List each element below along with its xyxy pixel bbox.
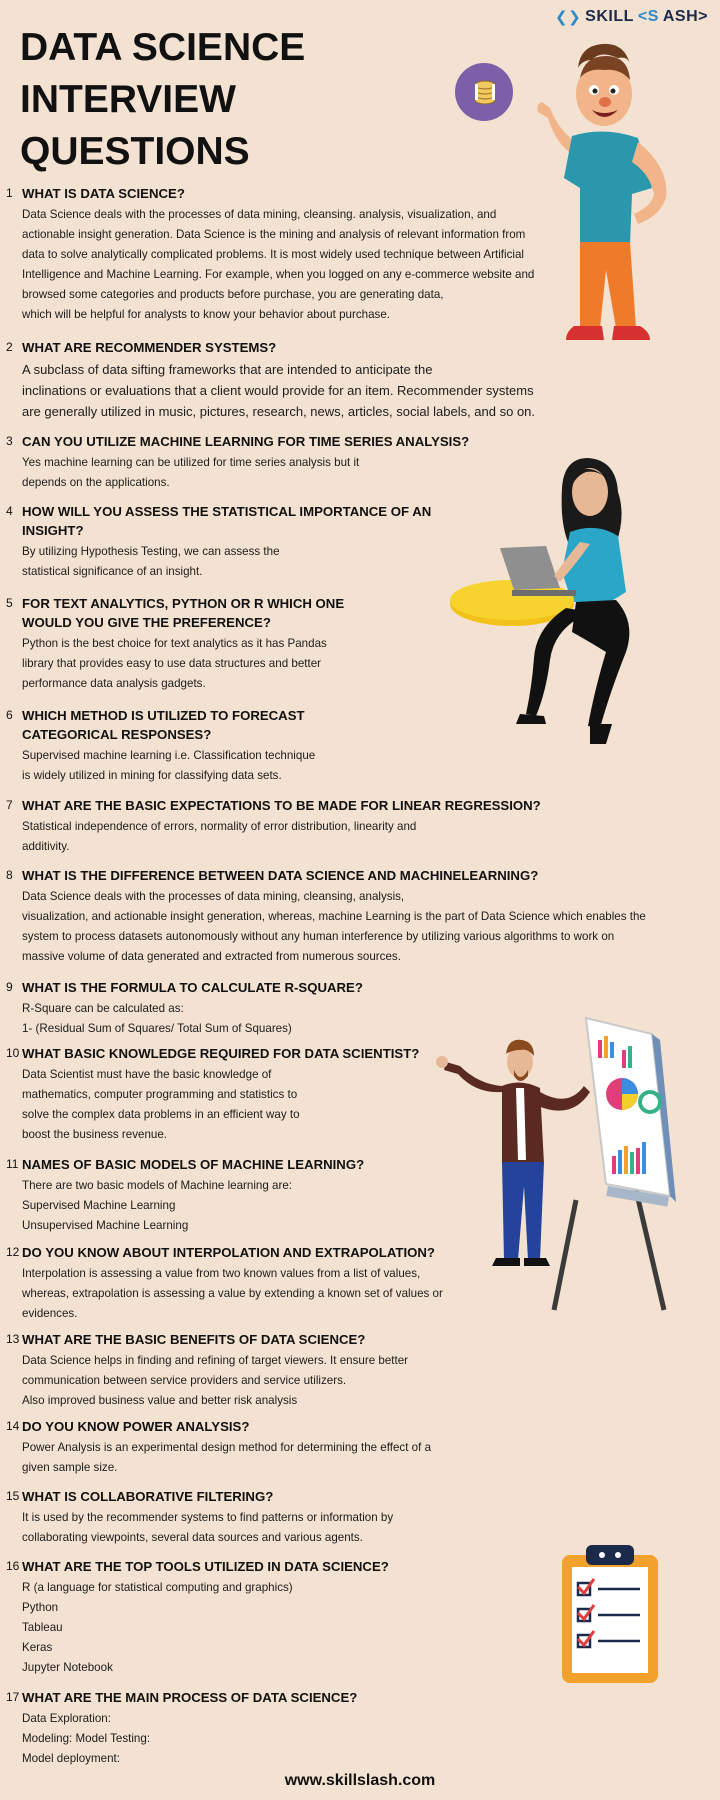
answer-line: Python [22, 1601, 59, 1614]
answer-line: Yes machine learning can be utilized for time series analysis but it [22, 456, 360, 469]
answer-line: system to process datasets autonomously without any human interference by utilizing various algorithms to work on [22, 930, 615, 943]
question-answer [22, 453, 696, 493]
question-heading: CAN YOU UTILIZE MACHINE LEARNING FOR TIME SERIES ANALYSIS? [22, 434, 470, 449]
brand-name-mid: <S [637, 8, 659, 25]
answer-line: collaborating viewpoints, several data sources and various agents. [22, 1531, 363, 1544]
answer-line: R-Square can be calculated as: [22, 1002, 184, 1015]
question-number: 17 [6, 1690, 20, 1704]
question-item [6, 1243, 696, 1324]
answer-line: Modeling: Model Testing: [22, 1732, 151, 1745]
answer-line: which will be helpful for analysts to know your behavior about purchase. [22, 308, 390, 321]
question-item [6, 1487, 696, 1548]
answer-line: whereas, extrapolation is assessing a value by extending a known set of values or [22, 1287, 443, 1300]
question-answer [22, 817, 696, 857]
question-number: 13 [6, 1332, 20, 1346]
answer-line: Keras [22, 1641, 53, 1654]
answer-line: There are two basic models of Machine learning are: [22, 1179, 293, 1192]
question-heading: HOW WILL YOU ASSESS THE STATISTICAL IMPORTANCE OF AN INSIGHT? [22, 504, 432, 538]
question-answer [22, 1351, 696, 1411]
brand-name-right: ASH> [662, 8, 708, 25]
question-heading: WHAT IS DATA SCIENCE? [22, 186, 185, 201]
question-item [6, 796, 696, 857]
question-heading: WHAT ARE THE MAIN PROCESS OF DATA SCIENCE? [22, 1690, 358, 1705]
answer-line: 1- (Residual Sum of Squares/ Total Sum of Squares) [22, 1022, 292, 1035]
answer-line: Data Science deals with the processes of data mining, cleansing. analysis, visualization, and [22, 208, 497, 221]
answer-line: visualization, and actionable insight generation, whereas, machine Learning is the part of Data Science which enables the [22, 910, 646, 923]
answer-line: additivity. [22, 840, 70, 853]
question-item [6, 706, 696, 786]
answer-line: is widely utilized in mining for classifying data sets. [22, 769, 282, 782]
answer-line: Model deployment: [22, 1752, 120, 1765]
question-item [6, 978, 696, 1039]
question-heading: WHAT IS THE DIFFERENCE BETWEEN DATA SCIENCE AND MACHINELEARNING? [22, 868, 539, 883]
question-answer [22, 205, 696, 325]
question-item [6, 1330, 696, 1411]
question-answer [22, 634, 696, 694]
question-number: 14 [6, 1419, 20, 1433]
answer-line: Data Science helps in finding and refining of target viewers. It ensure better [22, 1354, 409, 1367]
question-number: 6 [6, 708, 13, 722]
answer-line: By utilizing Hypothesis Testing, we can assess the [22, 545, 280, 558]
coin-stack-icon [454, 62, 514, 122]
answer-line: Intelligence and Machine Learning. For example, when you logged on any e-commerce website and [22, 268, 535, 281]
question-heading: WHAT IS COLLABORATIVE FILTERING? [22, 1489, 274, 1504]
answer-line: performance data analysis gadgets. [22, 677, 206, 690]
question-item [6, 1044, 696, 1145]
answer-line: Jupyter Notebook [22, 1661, 113, 1674]
question-heading: WHICH METHOD IS UTILIZED TO FORECAST CATEGORICAL RESPONSES? [22, 708, 305, 742]
answer-line: mathematics, computer programming and statistics to [22, 1088, 298, 1101]
question-number: 12 [6, 1245, 20, 1259]
question-number: 1 [6, 186, 13, 200]
question-number: 8 [6, 868, 13, 882]
question-number: 3 [6, 434, 13, 448]
question-item [6, 594, 696, 694]
question-item [6, 338, 696, 422]
answer-line: communication between service providers and service utilizers. [22, 1374, 347, 1387]
answer-line: browsed some categories and products before purchase, you are generating data, [22, 288, 444, 301]
page-title [20, 22, 305, 178]
answer-line: It is used by the recommender systems to find patterns or information by [22, 1511, 394, 1524]
answer-line: Statistical independence of errors, normality of error distribution, linearity and [22, 820, 417, 833]
question-heading: WHAT ARE THE TOP TOOLS UTILIZED IN DATA SCIENCE? [22, 1559, 389, 1574]
answer-line: solve the complex data problems in an efficient way to [22, 1108, 300, 1121]
question-answer [22, 999, 696, 1039]
question-answer [22, 887, 696, 967]
answer-line: Data Scientist must have the basic knowledge of [22, 1068, 272, 1081]
question-number: 11 [6, 1157, 19, 1171]
answer-line: actionable insight generation. Data Science is the mining and analysis of relevant information from [22, 228, 526, 241]
question-heading: WHAT IS THE FORMULA TO CALCULATE R-SQUARE? [22, 980, 363, 995]
question-heading: WHAT BASIC KNOWLEDGE REQUIRED FOR DATA SCIENTIST? [22, 1046, 420, 1061]
answer-line: Power Analysis is an experimental design method for determining the effect of a [22, 1441, 432, 1454]
answer-line: are generally utilized in music, pictures, research, news, articles, social labels, and so on. [22, 404, 536, 419]
answer-line: Interpolation is assessing a value from two known values from a list of values, [22, 1267, 421, 1280]
answer-line: Data Exploration: [22, 1712, 111, 1725]
title-line: INTERVIEW [20, 78, 236, 121]
brand-logo [555, 8, 708, 26]
question-item [6, 502, 696, 582]
answer-line: Supervised machine learning i.e. Classification technique [22, 749, 316, 762]
answer-line: Python is the best choice for text analytics as it has Pandas [22, 637, 327, 650]
question-number: 7 [6, 798, 13, 812]
answer-line: R (a language for statistical computing and graphics) [22, 1581, 293, 1594]
answer-line: Supervised Machine Learning [22, 1199, 176, 1212]
question-heading: NAMES OF BASIC MODELS OF MACHINE LEARNING? [22, 1157, 365, 1172]
question-answer [22, 1508, 696, 1548]
answer-line: inclinations or evaluations that a client would provide for an item. Recommender systems [22, 383, 534, 398]
question-item [6, 866, 696, 967]
question-number: 10 [6, 1046, 20, 1060]
question-number: 16 [6, 1559, 20, 1573]
answer-line: boost the business revenue. [22, 1128, 168, 1141]
answer-line: library that provides easy to use data structures and better [22, 657, 322, 670]
question-number: 5 [6, 596, 13, 610]
question-answer [22, 359, 696, 422]
question-heading: DO YOU KNOW ABOUT INTERPOLATION AND EXTRAPOLATION? [22, 1245, 435, 1260]
question-heading: DO YOU KNOW POWER ANALYSIS? [22, 1419, 250, 1434]
answer-line: statistical significance of an insight. [22, 565, 203, 578]
answer-line: massive volume of data generated and extracted from numerous sources. [22, 950, 401, 963]
title-line: DATA SCIENCE [20, 26, 306, 69]
question-number: 15 [6, 1489, 20, 1503]
footer-website[interactable]: www.skillslash.com [284, 1772, 436, 1789]
question-item [6, 1155, 696, 1236]
question-number: 2 [6, 340, 13, 354]
question-item [6, 432, 696, 493]
question-answer [22, 542, 696, 582]
answer-line: evidences. [22, 1307, 78, 1320]
question-answer [22, 1264, 696, 1324]
skillslash-logo-icon: ❮❯ [555, 9, 582, 26]
question-answer [22, 1438, 696, 1478]
answer-line: data to solve analytically complicated problems. It is most widely used technique between Artificial [22, 248, 525, 261]
question-answer [22, 1176, 696, 1236]
answer-line: given sample size. [22, 1461, 118, 1474]
answer-line: Tableau [22, 1621, 63, 1634]
question-answer [22, 1065, 696, 1145]
answer-line: Data Science deals with the processes of data mining, cleansing, analysis, [22, 890, 405, 903]
question-answer [22, 1578, 696, 1678]
question-number: 4 [6, 504, 13, 518]
question-answer [22, 1709, 696, 1769]
question-heading: WHAT ARE THE BASIC EXPECTATIONS TO BE MADE FOR LINEAR REGRESSION? [22, 798, 541, 813]
question-item [6, 184, 696, 325]
question-answer [22, 746, 696, 786]
answer-line: Unsupervised Machine Learning [22, 1219, 189, 1232]
question-heading: WHAT ARE THE BASIC BENEFITS OF DATA SCIENCE? [22, 1332, 366, 1347]
question-item [6, 1417, 696, 1478]
question-item [6, 1557, 696, 1678]
question-item [6, 1688, 696, 1769]
answer-line: A subclass of data sifting frameworks that are intended to anticipate the [22, 362, 433, 377]
question-heading: FOR TEXT ANALYTICS, PYTHON OR R WHICH ONE WOULD YOU GIVE THE PREFERENCE? [22, 596, 345, 630]
question-heading: WHAT ARE RECOMMENDER SYSTEMS? [22, 340, 277, 355]
question-number: 9 [6, 980, 13, 994]
answer-line: depends on the applications. [22, 476, 170, 489]
brand-name-left: SKILL [585, 8, 634, 25]
answer-line: Also improved business value and better risk analysis [22, 1394, 298, 1407]
title-line: QUESTIONS [20, 130, 250, 173]
